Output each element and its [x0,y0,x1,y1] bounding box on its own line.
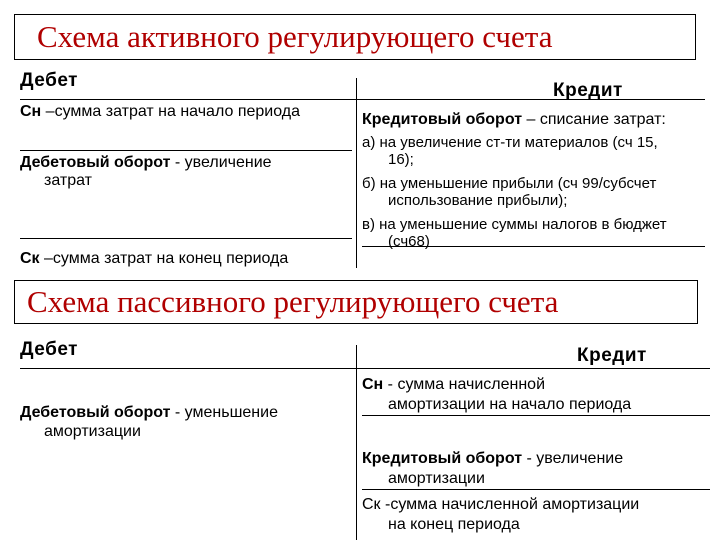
active-sk-line [20,250,288,268]
active-credit-line-a: а) на увеличение ст-ти материалов (сч 15, [362,134,658,151]
active-credit-header: Кредит [553,80,623,101]
passive-cturn-text-1: - увеличение [522,450,624,467]
active-credit-line-b2: использование прибыли); [388,192,568,209]
active-sk-term: Ск [20,250,40,267]
active-divider-1 [20,150,352,151]
passive-t-vertical [356,345,357,540]
passive-sn-text-2: амортизации на начало периода [388,396,632,413]
passive-cturn-line [362,450,623,468]
active-sk-text: –сумма затрат на конец периода [39,250,289,267]
active-credit-line-a2: 16); [388,151,414,168]
passive-title-box [14,280,698,324]
active-title: Схема активного регулирующего счета [37,19,553,54]
active-dturn-line [20,154,272,172]
active-divider-2 [20,238,352,239]
passive-debit-header: Дебет [20,339,78,360]
active-debit-header: Дебет [20,70,78,91]
passive-dturn-term: Дебетовый оборот [20,404,171,421]
active-cturn-line [362,111,666,129]
passive-t-horizontal [20,368,710,369]
passive-sn-term: Сн [362,376,384,393]
passive-sk-text-1: Ск -сумма начисленной амортизации [362,496,640,513]
active-cturn-term: Кредитовый оборот [362,111,523,128]
active-sn-line [20,103,300,121]
passive-divider-1 [362,415,710,416]
active-dturn-term: Дебетовый оборот [20,154,171,171]
active-credit-line-b: б) на уменьшение прибыли (сч 99/субсчет [362,175,657,192]
passive-sn-line [362,376,545,394]
passive-dturn-text-1: - уменьшение [170,404,278,421]
passive-divider-2 [362,489,710,490]
active-sn-term: Сн [20,103,42,120]
passive-title: Схема пассивного регулирующего счета [27,284,559,319]
active-t-vertical [356,78,357,268]
active-credit-line-c2: (сч68) [388,233,430,250]
passive-cturn-term: Кредитовый оборот [362,450,523,467]
passive-dturn-text-2: амортизации [44,423,141,440]
active-dturn-text-2: затрат [44,172,92,189]
active-credit-underline [362,246,705,247]
passive-sn-text-1: - сумма начисленной [383,376,545,393]
passive-credit-header: Кредит [577,345,647,366]
active-credit-line-c: в) на уменьшение суммы налогов в бюджет [362,216,667,233]
active-t-horizontal [20,99,705,100]
passive-cturn-text-2: амортизации [388,470,485,487]
active-sn-text: –сумма затрат на начало периода [41,103,300,120]
active-cturn-text: – списание затрат: [522,111,666,128]
passive-dturn-line [20,404,278,422]
passive-sk-text-2: на конец периода [388,516,520,533]
active-dturn-text-1: - увеличение [170,154,272,171]
active-title-box [14,14,696,60]
